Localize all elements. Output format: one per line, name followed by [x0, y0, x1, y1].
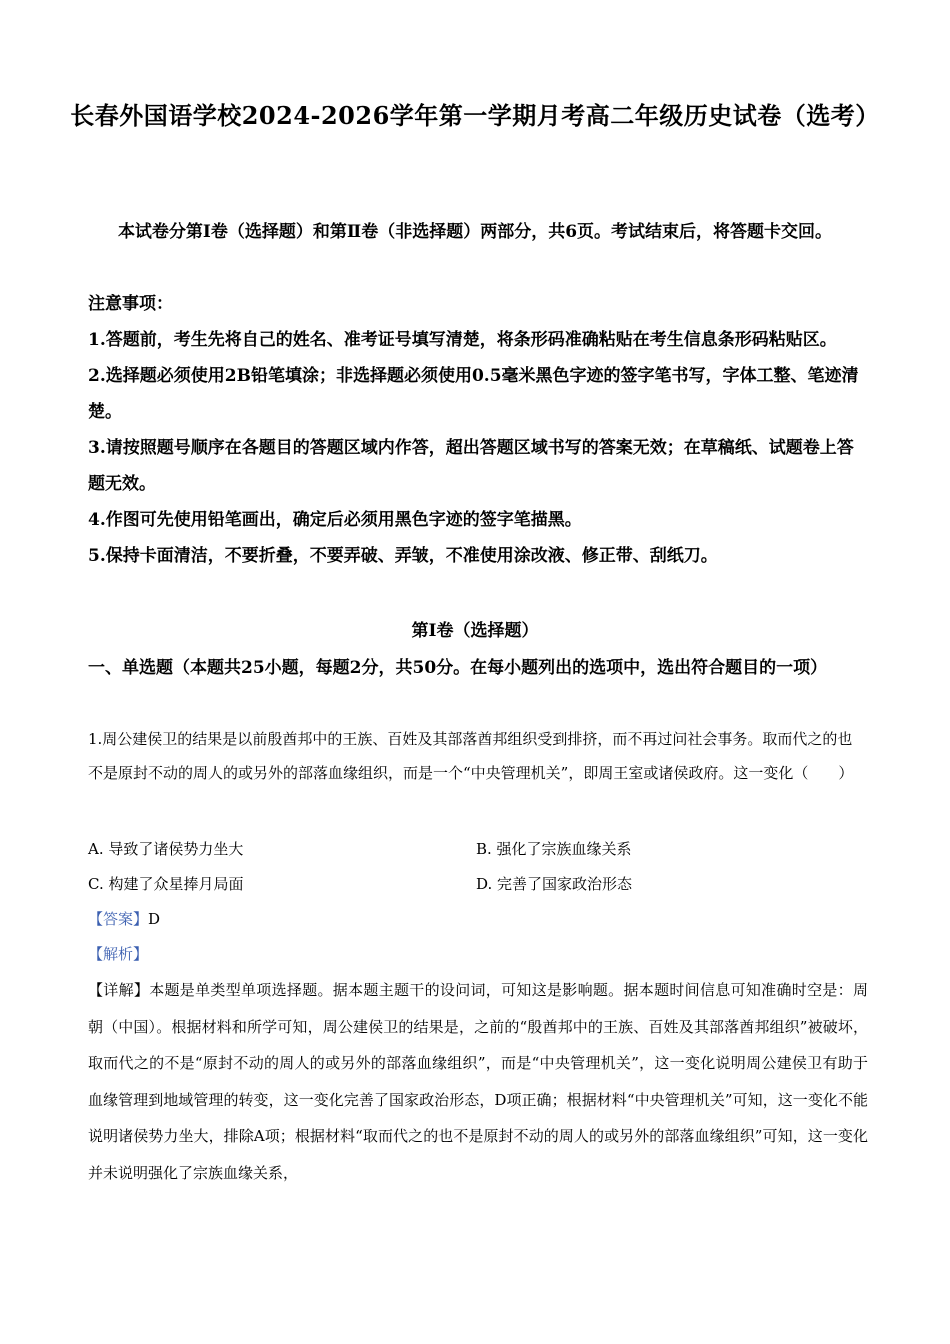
question-options: [88, 832, 868, 902]
part-heading: 一、单选题（本题共25小题，每题2分，共50分。在每小题列出的选项中，选出符合题目的一项）: [88, 658, 828, 678]
option-a: A. 导致了诸侯势力坐大: [88, 840, 244, 858]
options-row: [88, 867, 868, 902]
detail-label: 【详解】: [88, 981, 150, 999]
note-item: 3.请按照题号顺序在各题目的答题区域内作答，超出答题区域书写的答案无效；在草稿纸、试题卷上答题无效。: [88, 438, 854, 494]
analysis-label: 【解析】: [88, 945, 149, 963]
note-item: 4.作图可先使用铅笔画出，确定后必须用黑色字迹的签字笔描黑。: [88, 510, 582, 530]
exam-intro: 本试卷分第Ⅰ卷（选择题）和第Ⅱ卷（非选择题）两部分，共6页。考试结束后，将答题卡交回。: [117, 222, 833, 242]
answer-line: [88, 902, 868, 937]
answer-block: [88, 902, 868, 972]
question-text: 1.周公建侯卫的结果是以前殷酋邦中的王族、百姓及其部落酋邦组织受到排挤，而不再过问社会事务。取而代之的也不是原封不动的周人的或另外的部落血缘组织，而是一个“中央管理机关”，即周王室或诸侯政府。这一变化（ ）: [88, 730, 854, 782]
analysis-line: [88, 937, 868, 972]
options-row: [88, 832, 868, 867]
option-c: C. 构建了众星捧月局面: [88, 875, 244, 893]
option-d: D. 完善了国家政治形态: [476, 875, 633, 893]
exam-title: 长春外国语学校2024-2026学年第一学期月考高二年级历史试卷（选考）: [70, 101, 880, 130]
note-item: 1.答题前，考生先将自己的姓名、准考证号填写清楚，将条形码准确粘贴在考生信息条形码粘贴区。: [88, 330, 837, 350]
section-title: 第Ⅰ卷（选择题）: [411, 621, 539, 641]
notes-heading: 注意事项：: [88, 294, 173, 314]
notes-section: [88, 286, 868, 574]
answer-value: D: [148, 910, 161, 928]
answer-label: 【答案】: [88, 910, 149, 928]
option-b: B. 强化了宗族血缘关系: [476, 840, 632, 858]
detail-explanation: [88, 972, 868, 1191]
detail-text: 本题是单类型单项选择题。据本题主题干的设问词，可知这是影响题。据本题时间信息可知准确时空是：周朝（中国）。根据材料和所学可知，周公建侯卫的结果是，之前的“殷酋邦中的王族、百姓及其部落酋邦组织”被破坏，取而代之的不是“原封不动的周人的或另外的部落血缘组织”，而是“中央管理机关”，这一变化说明周公建侯卫有助于血缘管理到地域管理的转变，这一变化完善了国家政治形态，D项正确；根据材料“中央管理机关”可知，这一变化不能说明诸侯势力坐大，排除A项；根据材料“取而代之的也不是原封不动的周人的或另外的部落血缘组织”可知，这一变化并未说明强化了宗族血缘关系，: [88, 981, 868, 1182]
note-item: 2.选择题必须使用2B铅笔填涂；非选择题必须使用0.5毫米黑色字迹的签字笔书写，字体工整、笔迹清楚。: [88, 366, 859, 422]
note-item: 5.保持卡面清洁，不要折叠，不要弄破、弄皱，不准使用涂改液、修正带、刮纸刀。: [88, 546, 718, 566]
